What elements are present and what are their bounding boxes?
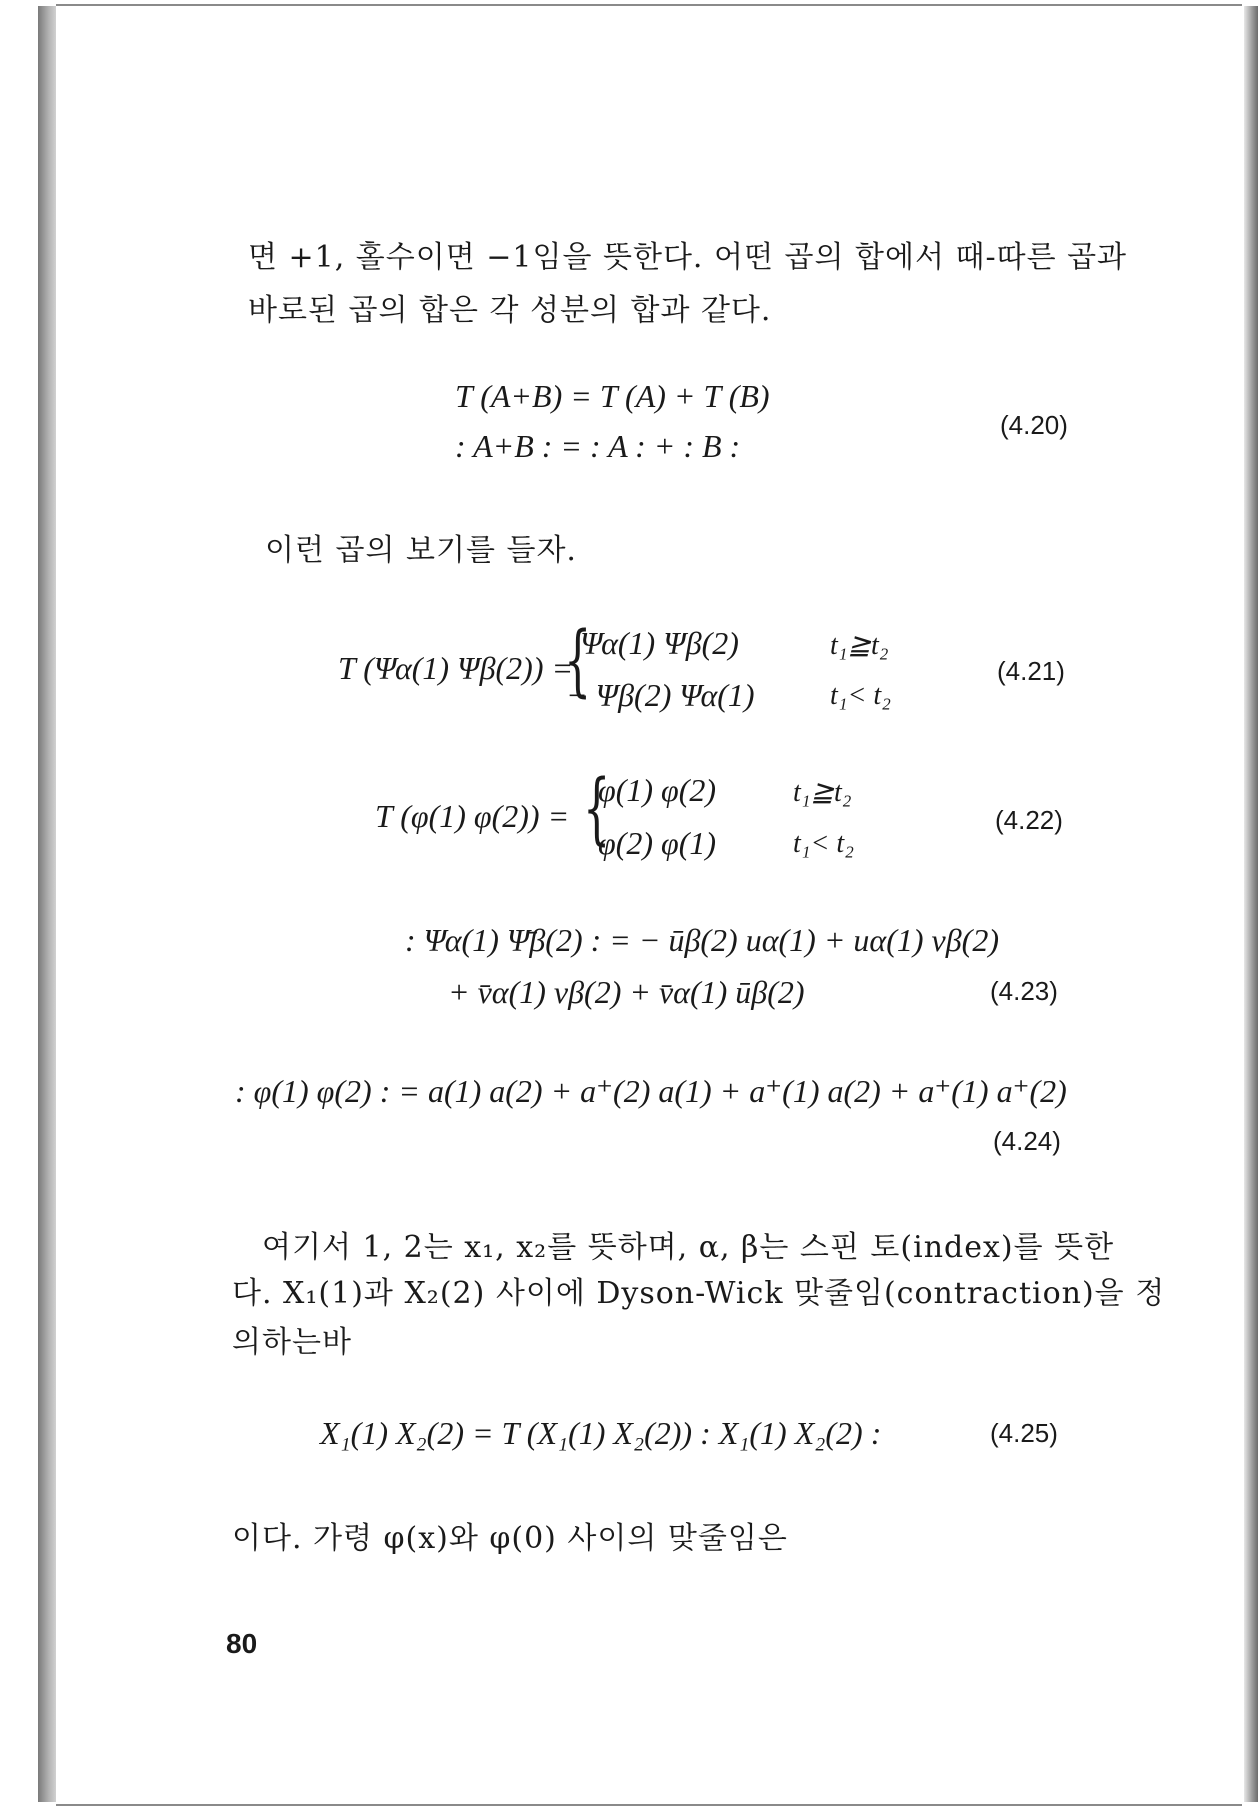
book-right-edge: [1244, 6, 1258, 1802]
equation-number-4-21: (4.21): [997, 656, 1065, 686]
equation-number-4-20: (4.20): [1000, 410, 1068, 440]
equation-4-23-line-2: + v̄α(1) vβ(2) + v̄α(1) ūβ(2): [448, 974, 805, 1010]
equation-4-22-condition-1: t₁≧t₂: [793, 777, 852, 808]
equation-number-4-25: (4.25): [990, 1418, 1058, 1448]
equation-4-20-line-1: T (A+B) = T (A) + T (B): [455, 378, 770, 414]
paragraph-4: 이다. 가령 φ(x)와 φ(0) 사이의 맞줄임은: [232, 1521, 788, 1556]
equation-4-21-case-2: − Ψβ(2) Ψα(1): [566, 677, 755, 713]
equation-4-22-case-2: φ(2) φ(1): [598, 825, 717, 861]
equation-4-21-lhs: T (Ψα(1) Ψβ(2)) =: [338, 650, 574, 686]
equation-4-23-line-1: : Ψα(1) Ψ̄β(2) : = − ūβ(2) uα(1) + uα(1) vβ(2): [405, 922, 999, 958]
equation-4-21-brace: {: [564, 616, 592, 706]
paragraph-3-line-3: 의하는바: [232, 1325, 352, 1360]
paragraph-2: 이런 곱의 보기를 들자.: [265, 533, 577, 568]
equation-4-21-case-1: Ψα(1) Ψβ(2): [580, 625, 739, 661]
equation-4-22-lhs: T (φ(1) φ(2)) =: [375, 798, 570, 834]
equation-4-21-condition-2: t₁< t₂: [830, 680, 891, 711]
equation-number-4-24: (4.24): [993, 1126, 1061, 1156]
paragraph-1-line-1: 면 +1, 홀수이면 −1임을 뜻한다. 어떤 곱의 합에서 때-따른 곱과: [248, 240, 1128, 275]
equation-4-22-condition-2: t₁< t₂: [793, 828, 854, 859]
equation-4-21-condition-1: t₁≧t₂: [830, 630, 889, 661]
equation-4-22-brace: {: [583, 764, 611, 854]
equation-4-22-case-1: φ(1) φ(2): [598, 772, 717, 808]
equation-4-25-line-1: X₁(1) X₂(2) = T (X₁(1) X₂(2)) : X₁(1) X₂(2) :: [320, 1415, 882, 1451]
page-number: 80: [226, 1628, 258, 1659]
paragraph-1-line-2: 바로된 곱의 합은 각 성분의 합과 같다.: [248, 293, 772, 328]
paragraph-3-line-2: 다. X₁(1)과 X₂(2) 사이에 Dyson-Wick 맞줄임(contraction)을 정: [232, 1276, 1166, 1311]
equation-4-20-line-2: : A+B : = : A : + : B :: [455, 428, 741, 464]
book-left-edge: [38, 6, 58, 1802]
paragraph-3-line-1: 여기서 1, 2는 x₁, x₂를 뜻하며, α, β는 스핀 토(index)를 뜻한: [262, 1230, 1115, 1265]
equation-number-4-23: (4.23): [990, 976, 1058, 1006]
equation-number-4-22: (4.22): [995, 805, 1063, 835]
equation-4-24-line-1: : φ(1) φ(2) : = a(1) a(2) + a⁺(2) a(1) + a⁺(1) a(2) + a⁺(1) a⁺(2): [235, 1073, 1067, 1109]
